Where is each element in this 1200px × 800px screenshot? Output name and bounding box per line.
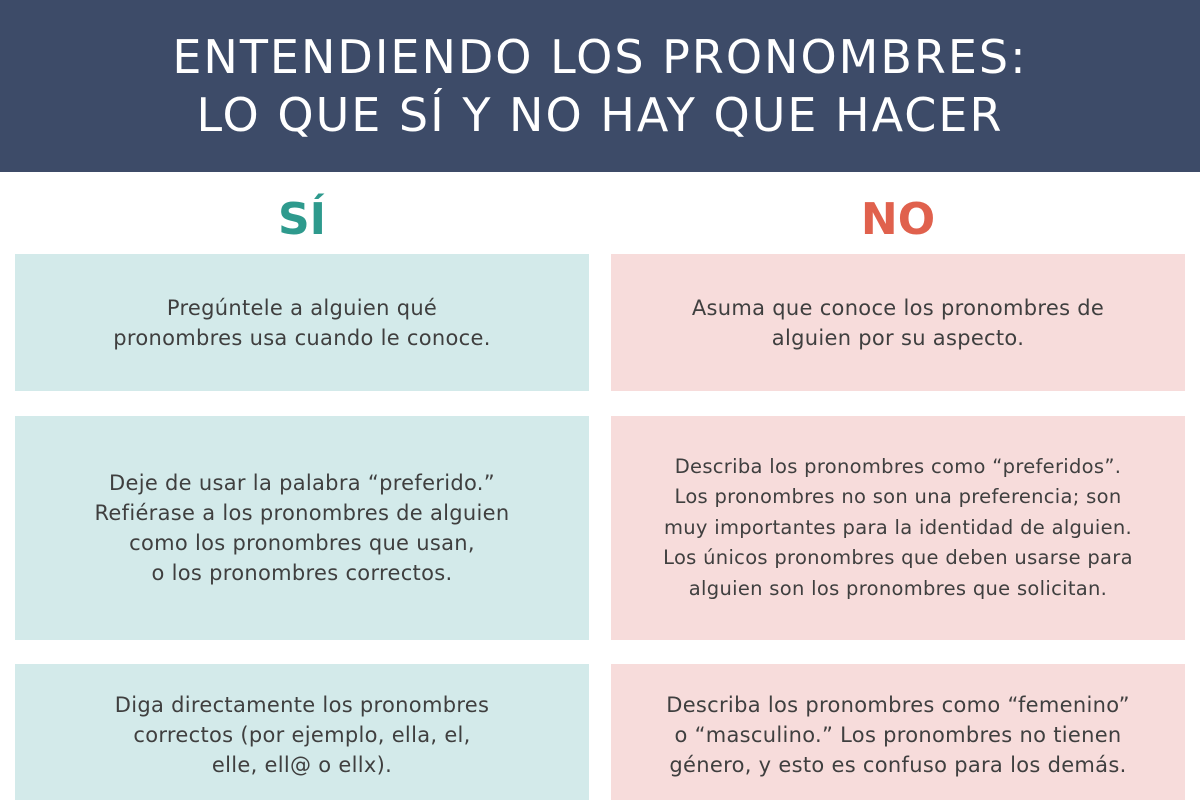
page-title-line-2: LO QUE SÍ Y NO HAY QUE HACER xyxy=(196,88,1004,142)
no-card-2-line: Los únicos pronombres que deben usarse para xyxy=(663,546,1133,570)
no-card-3 xyxy=(611,664,1185,800)
si-card-3-line: Diga directamente los pronombres xyxy=(114,693,490,717)
si-card-3 xyxy=(15,664,589,800)
si-card-2 xyxy=(15,416,589,640)
si-card-3-line: elle, ell@ o ellx). xyxy=(211,753,393,777)
no-card-1-line: Asuma que conoce los pronombres de xyxy=(691,295,1105,320)
no-card-1 xyxy=(611,254,1185,391)
no-card-2-line: muy importantes para la identidad de alguien. xyxy=(663,515,1133,539)
si-card-2-line: Refiérase a los pronombres de alguien xyxy=(94,501,510,525)
si-card-3-line: correctos (por ejemplo, ella, el, xyxy=(133,723,471,747)
header-banner xyxy=(0,0,1200,172)
page-title-line-1: ENTENDIENDO LOS PRONOMBRES: xyxy=(172,30,1028,84)
si-card-1-line: pronombres usa cuando le conoce. xyxy=(113,325,491,350)
no-card-2-line: Los pronombres no son una preferencia; son xyxy=(674,485,1122,509)
no-card-3-line: género, y esto es confuso para los demás. xyxy=(669,753,1127,777)
si-card-1-line: Pregúntele a alguien qué xyxy=(166,295,438,320)
si-card-2-line: Deje de usar la palabra “preferido.” xyxy=(109,471,495,495)
no-card-3-line: o “masculino.” Los pronombres no tienen xyxy=(674,723,1122,747)
no-column-heading: NO xyxy=(860,194,936,245)
si-card-2-line: como los pronombres que usan, xyxy=(129,531,475,555)
no-card-2-line: Describa los pronombres como “preferidos”. xyxy=(674,454,1122,478)
si-card-1 xyxy=(15,254,589,391)
si-column-heading: SÍ xyxy=(277,194,327,245)
no-card-1-line: alguien por su aspecto. xyxy=(771,325,1025,350)
no-card-3-line: Describa los pronombres como “femenino” xyxy=(666,693,1130,717)
no-card-2-line: alguien son los pronombres que solicitan. xyxy=(688,576,1108,600)
no-card-2 xyxy=(611,416,1185,640)
si-card-2-line: o los pronombres correctos. xyxy=(151,561,453,585)
